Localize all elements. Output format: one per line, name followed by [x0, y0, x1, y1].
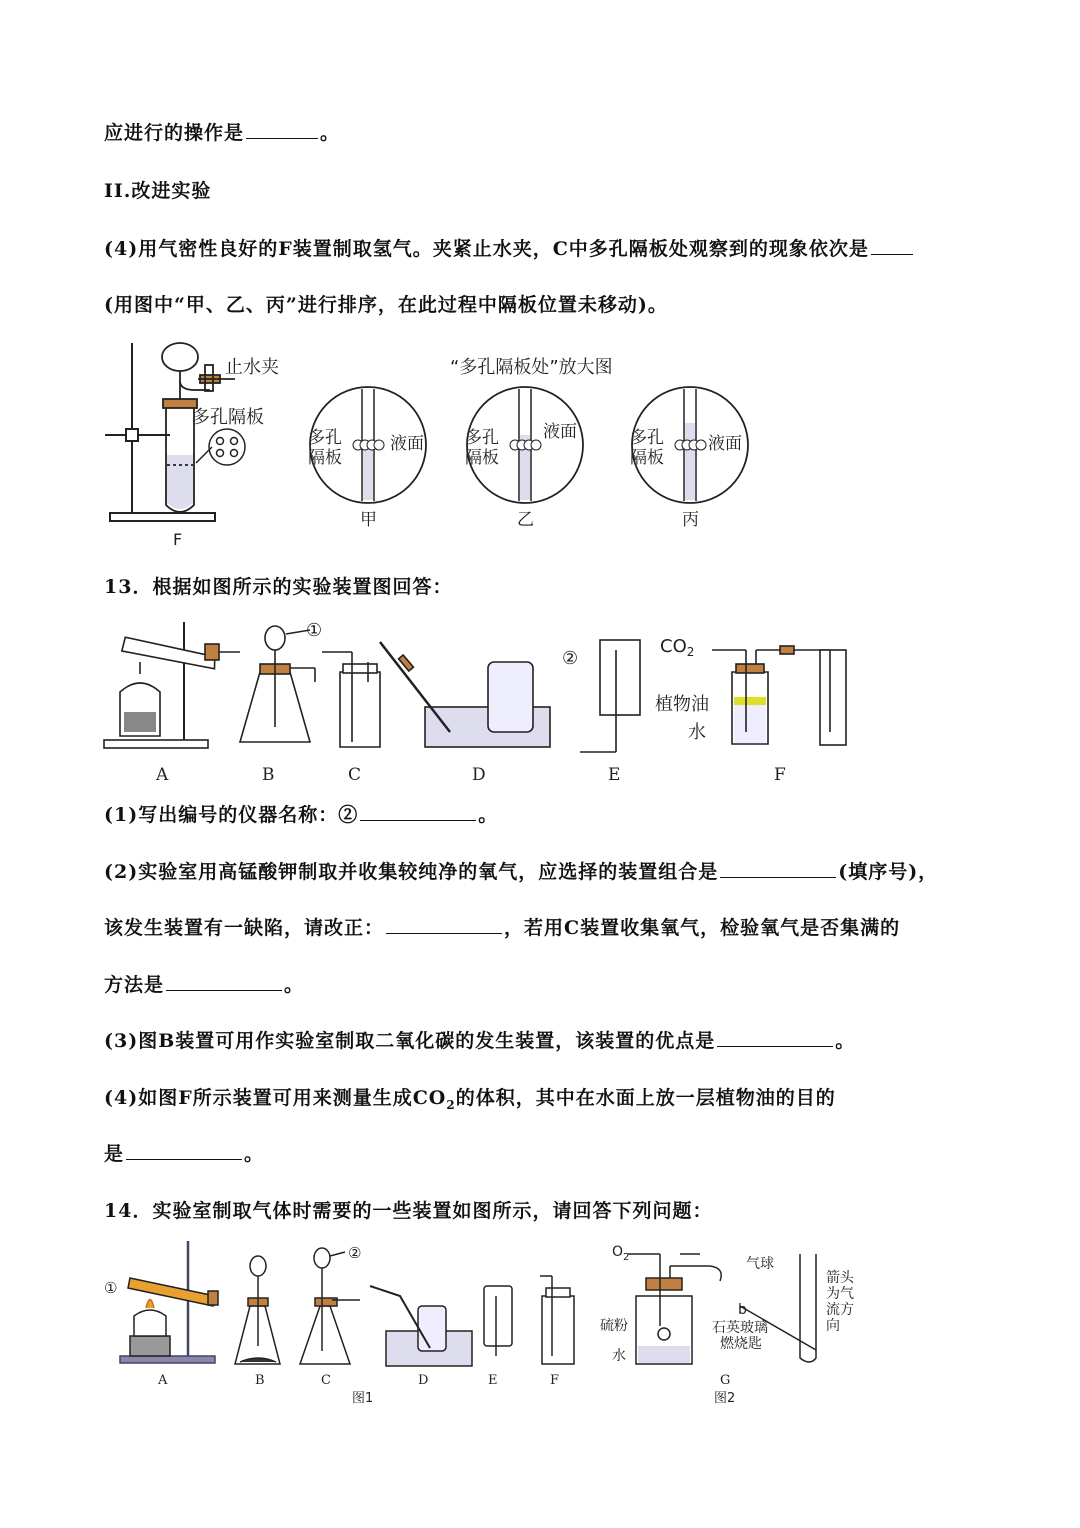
q14-apparatus-b: [235, 1256, 280, 1364]
answer-blank[interactable]: [246, 137, 318, 139]
label-c: C: [348, 765, 362, 785]
plate-label: 多孔隔板: [192, 407, 264, 428]
oil-label: 植物油: [655, 694, 709, 715]
o2-label: $O_2$: [612, 1244, 630, 1263]
label-e: E: [608, 765, 621, 785]
answer-blank[interactable]: [126, 1158, 242, 1160]
q14-label-b: B: [255, 1373, 265, 1388]
apparatus-f: [712, 646, 846, 745]
liquid-label-yi: 液面: [543, 422, 577, 442]
fig2-caption: 图2: [714, 1391, 736, 1406]
label-f: F: [774, 765, 786, 785]
circle-bing: [630, 387, 748, 530]
arrow-note-1: 箭头: [826, 1270, 854, 1286]
q13-p2a: (2)实验室用高锰酸钾制取并收集较纯净的氧气，应选择的装置组合是: [104, 861, 719, 883]
plate-label-bing-2: 隔板: [630, 448, 664, 468]
q13-title: 13．根据如图所示的实验装置图回答：: [104, 576, 453, 598]
answer-blank[interactable]: [720, 876, 836, 878]
q13-p3-text: (3)图B装置可用作实验室制取二氧化碳的发生装置，该装置的优点是: [104, 1030, 716, 1052]
plate-label-jia-1: 多孔: [308, 428, 342, 448]
q13-p2-line1: [104, 857, 938, 884]
q13-p4-line2: [104, 1139, 264, 1166]
arrow-note-4: 向: [826, 1318, 840, 1334]
q14-apparatus-d: [370, 1286, 472, 1366]
arrow-note-3: 流方: [826, 1302, 854, 1318]
q13-p4-text-a: (4)如图F所示装置可用来测量生成CO: [104, 1087, 447, 1109]
label-d: D: [472, 765, 486, 785]
q14-apparatus-f: [540, 1276, 574, 1364]
q12-line-3: [104, 234, 915, 261]
q14-label-e: E: [488, 1373, 498, 1388]
q12-line-4: (用图中“甲、乙、丙”进行排序，在此过程中隔板位置未移动)。: [104, 294, 668, 316]
q13-p1: [104, 800, 498, 827]
apparatus-b: [240, 626, 315, 742]
apparatus-e: [580, 640, 640, 752]
spoon-label-1: 石英玻璃: [712, 1320, 768, 1336]
fig1-caption: 图1: [352, 1391, 374, 1406]
q14-label-g: G: [720, 1373, 731, 1388]
b-label: b: [738, 1302, 747, 1318]
q13-p4-line1: [104, 1083, 836, 1112]
circle-label-bing: 丙: [682, 510, 699, 530]
q13-p4-sub: 2: [446, 1097, 456, 1112]
q12-figure: [100, 335, 780, 550]
q13-p2b: (填序号)，: [838, 861, 939, 883]
answer-blank[interactable]: [871, 253, 913, 255]
q13-p4-end: 。: [244, 1143, 265, 1165]
circle-label-jia: 甲: [360, 510, 377, 530]
q14-label-f: F: [550, 1373, 560, 1388]
plate-detail-icon: [196, 429, 245, 465]
answer-blank[interactable]: [166, 989, 282, 991]
water-label: 水: [688, 722, 706, 743]
clamp-label: 止水夹: [225, 357, 279, 378]
q13-p3: [104, 1026, 855, 1053]
sulfur-label: 硫粉: [600, 1318, 628, 1334]
q12-line3-text: (4)用气密性良好的F装置制取氢气。夹紧止水夹，C中多孔隔板处观察到的现象依次是: [104, 238, 869, 260]
q13-p1-text: (1)写出编号的仪器名称：②: [104, 804, 359, 826]
q13-p2-line3: [104, 970, 304, 997]
q12-line1-end: 。: [320, 122, 341, 144]
answer-blank[interactable]: [386, 932, 502, 934]
q14-apparatus-c: [300, 1248, 360, 1364]
marker-1: ①: [306, 620, 323, 641]
arrow-note-2: 为气: [826, 1286, 854, 1302]
plate-label-yi-1: 多孔: [465, 428, 499, 448]
q14-apparatus-e: [484, 1286, 512, 1356]
q12-section-title: II.改进实验: [104, 180, 212, 202]
co2-label: $CO_2$: [660, 636, 695, 659]
marker-2: ②: [562, 648, 579, 669]
q13-p2e-end: 。: [284, 974, 305, 996]
q12-line1-text: 应进行的操作是: [104, 122, 245, 144]
answer-blank[interactable]: [360, 819, 476, 821]
label-a: A: [156, 765, 169, 785]
plate-label-jia-2: 隔板: [308, 448, 342, 468]
plate-label-yi-2: 隔板: [465, 448, 499, 468]
q14-label-d: D: [418, 1373, 429, 1388]
apparatus-c: [322, 652, 380, 747]
label-b: B: [262, 765, 275, 785]
q13-p2-line2: [104, 913, 900, 940]
q13-p4-text-b: 的体积，其中在水面上放一层植物油的目的: [455, 1087, 836, 1109]
q14-marker-2: ②: [348, 1244, 362, 1262]
plate-label-bing-1: 多孔: [630, 428, 664, 448]
circle-jia: [308, 387, 426, 530]
q14-label-a: A: [158, 1373, 168, 1388]
balloon-label: 气球: [746, 1256, 774, 1272]
g-water-label: 水: [612, 1348, 626, 1364]
circle-label-yi: 乙: [517, 510, 534, 530]
iron-stand: [105, 343, 215, 521]
answer-blank[interactable]: [717, 1045, 833, 1047]
q12-line-1: [104, 118, 340, 145]
circle-yi: [465, 387, 583, 530]
q13-p2e: 方法是: [104, 974, 165, 996]
q13-p4-line2-text: 是: [104, 1143, 125, 1165]
q14-apparatus-a: [120, 1241, 218, 1363]
q14-label-c: C: [321, 1373, 331, 1388]
apparatus-d: [380, 642, 550, 747]
device-label-f: F: [173, 530, 183, 549]
q13-p2c: 该发生装置有一缺陷，请改正：: [104, 917, 385, 939]
q14-marker-1: ①: [104, 1279, 118, 1297]
liquid-label-jia: 液面: [390, 434, 424, 454]
zoom-title: “多孔隔板处”放大图: [450, 357, 613, 378]
q13-p1-end: 。: [478, 804, 499, 826]
liquid-label-bing: 液面: [708, 434, 742, 454]
q14-figure: [100, 1236, 880, 1411]
q13-p2d: ，若用C装置收集氧气，检验氧气是否集满的: [504, 917, 901, 939]
q13-figure: [100, 612, 860, 792]
q13-p3-end: 。: [835, 1030, 856, 1052]
apparatus-a: [104, 622, 240, 748]
q14-title: 14．实验室制取气体时需要的一些装置如图所示，请回答下列问题：: [104, 1200, 713, 1222]
spoon-label-2: 燃烧匙: [720, 1336, 762, 1352]
